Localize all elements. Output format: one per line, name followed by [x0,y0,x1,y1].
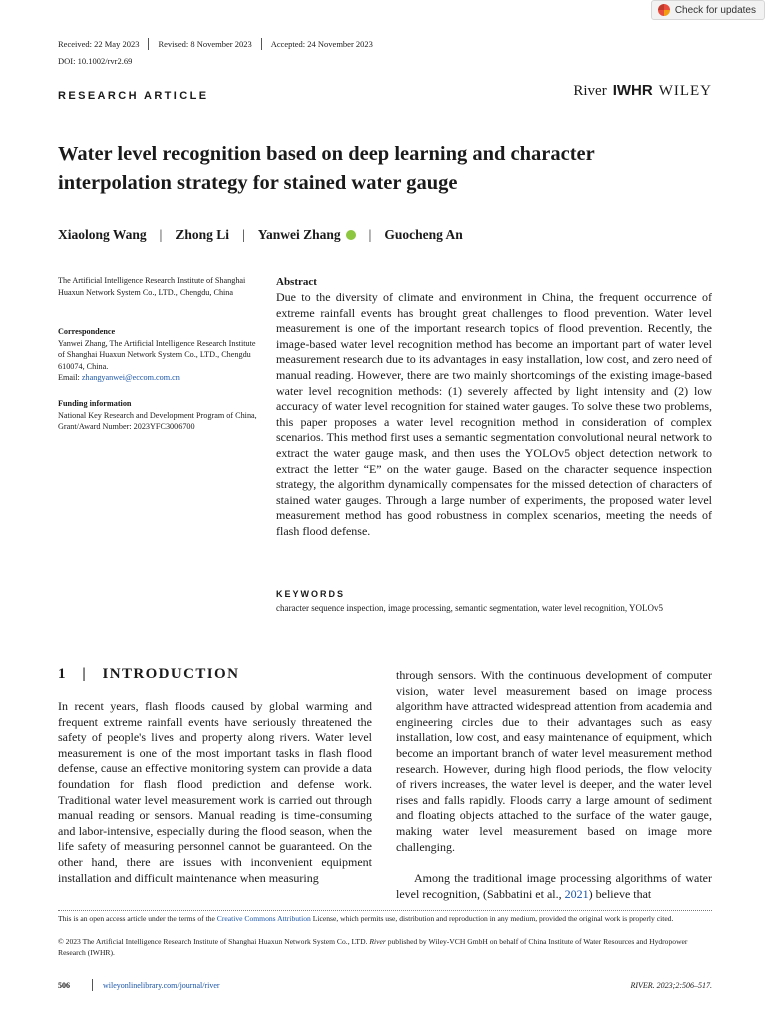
email-label: Email: [58,373,80,382]
crossmark-icon [658,4,670,16]
logo-wiley: WILEY [658,83,712,99]
divider [92,979,93,991]
journal-citation: RIVER. 2023;2:506–517. [630,980,712,990]
revised-date: Revised: 8 November 2023 [158,39,252,49]
journal-logo [573,82,712,100]
copyright-journal: River [369,937,386,946]
article-title: Water level recognition based on deep learning and character interpolation strategy for stained water gauge [58,143,595,194]
keywords-text: character sequence inspection, image processing, semantic segmentation, water level recognition, YOLOv5 [276,603,664,613]
correspondence-email-line [58,372,263,384]
license-note [58,914,712,925]
article-type: RESEARCH ARTICLE [58,90,209,102]
logo-iwhr: IWHR [612,82,653,99]
license-link[interactable]: Creative Commons Attribution [216,914,311,923]
license-text: This is an open access article under the terms of the [58,914,217,923]
citation-link[interactable]: 2021 [564,886,589,901]
article-dates [58,38,373,50]
page-footer [58,979,712,991]
funding-text: National Key Research and Development Program of China, Grant/Award Number: 2023YFC3006700 [58,410,257,431]
correspondence-text: Yanwei Zhang, The Artificial Intelligence Research Institute of Shanghai Huaxun Network System Co., LTD., Chengdu 610074, China. [58,338,256,371]
page-number: 506 [58,980,70,990]
abstract-heading: Abstract [276,276,317,288]
author-list [58,227,463,243]
funding [58,398,263,433]
author-name[interactable]: Zhong Li [175,227,230,242]
author-name[interactable]: Guocheng An [384,227,463,242]
keywords-heading: KEYWORDS [276,589,346,599]
intro-text: ) believe that [588,886,652,901]
intro-paragraph: In recent years, flash floods caused by global warming and frequent extreme rainfall events have seriously threatened the safety of people's lives and property along rivers. Water level measurement is one of the most important tasks in flash flood defense, cause an effective monitoring system can provide a data foundation for flash flood prediction and defense work. Traditional water level measurement work is carried out through manual reading or sensors. Manual reading is time-consuming and labor-intensive, especially during the flood season, when the life safety of measuring personnel cannot be guaranteed. On the other hand, there are issues with inconvenient equipment installation and difficult maintenance when measuring [58,699,372,885]
intro-text: Among the traditional image processing algorithms of water level recognition, (Sabbatini et al., [396,871,712,901]
author-name[interactable]: Xiaolong Wang [58,227,147,242]
intro-paragraph [396,871,712,902]
author-separator: | [159,227,163,242]
author-separator: | [368,227,372,242]
check-for-updates-label: Check for updates [674,4,756,16]
divider [261,38,262,50]
correspondence [58,326,263,384]
copyright-note [58,937,712,958]
funding-heading: Funding information [58,399,132,408]
journal-url-link[interactable]: wileyonlinelibrary.com/journal/river [103,980,220,990]
affiliation: The Artificial Intelligence Research Institute of Shanghai Huaxun Network System Co., LTD., Chengdu, China [58,276,246,297]
email-link[interactable]: zhangyanwei@eccom.com.cn [81,373,180,382]
correspondence-heading: Correspondence [58,327,116,336]
accepted-date: Accepted: 24 November 2023 [270,39,373,49]
logo-river: River [573,83,607,99]
check-for-updates-button[interactable] [651,0,765,20]
received-date: Received: 22 May 2023 [58,39,140,49]
author-name[interactable]: Yanwei Zhang [257,227,341,242]
orcid-icon[interactable] [346,230,356,240]
abstract-text: Due to the diversity of climate and environment in China, the frequent occurrence of extreme rainfall events has brought great challenges to flood prevention. Water level measurement is one of the important research topics of flood prevention. Recently, the image-based water level recognition method has become an important part of water level measurement research due to its advantages in easy installation, low cost, and zero need of manual reading. However, there are two mainly shortcomings of the existing image-based water level recognition methods: (1) severely affected by light intensity and (2) low accuracy of water level recognition for stained water gauges. To solve these two problems, this paper proposes a water level recognition method in consideration of complex scenarios. This method first uses a semantic segmentation convolutional neural network to extract the water gauge mask, and then uses the YOLOv5 object detection network to extract the letter “E” on the water gauge. Based on the character sequence inspection strategy, the algorithm dynamically compensates for the missed detection of characters of stained water gauges. Through a large number of experiments, the proposed water level measurement method has good robustness in complex scenarios, meeting the needs of flash flood defense. [276,290,712,538]
copyright-text: published by Wiley-VCH GmbH on behalf of China Institute of Water Resources and Hydropower Research (IWHR). [58,937,688,957]
footnote-divider [58,910,712,911]
license-text: License, which permits use, distribution and reproduction in any medium, provided the original work is properly cited. [310,914,674,923]
copyright-text: © 2023 The Artificial Intelligence Research Institute of Shanghai Huaxun Network System Co., LTD. [58,937,370,946]
section-heading-introduction: 1 | INTRODUCTION [58,666,240,682]
doi[interactable]: DOI: 10.1002/rvr2.69 [58,56,133,66]
intro-paragraph: through sensors. With the continuous development of computer vision, water level measurement based on image process algorithm have attracted widespread attention from academia and engineering circles due to their advantages such as easy installation, low cost, and easy maintenance of equipment, which become an important branch of water level measurement method research. However, during high flood periods, the flow velocity of rivers increases, the water level is deeper, and the water level rises and falls rapidly. Floods carry a large amount of sediment and floating objects attached to the surface of the water gauge, making water level measurement based on image more challenging. [396,668,712,854]
divider [148,38,149,50]
author-separator: | [242,227,245,242]
